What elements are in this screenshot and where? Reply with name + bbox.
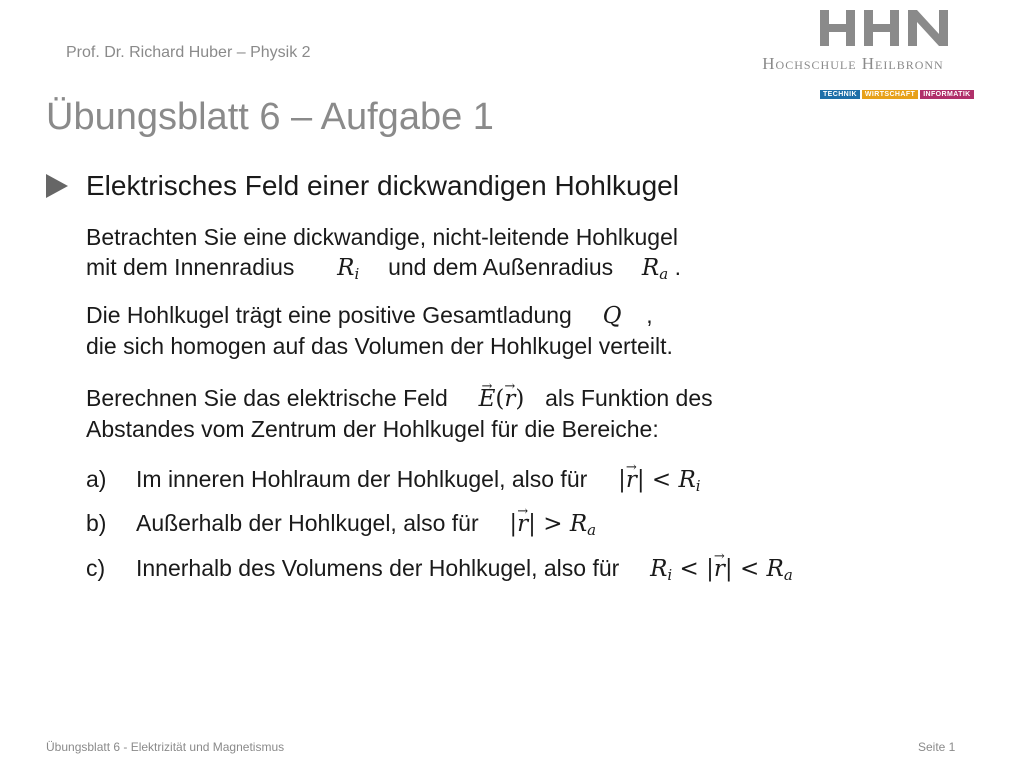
logo-tags — [820, 90, 974, 99]
setup-line-2: mit dem Innenradius $R_i$ und dem Außenradius $R_a$ . — [86, 254, 681, 283]
math-E-of-r: → E(→ r) — [479, 386, 525, 412]
item-label: b) — [86, 510, 107, 536]
paragraph-charge — [86, 300, 673, 361]
math-Ri: $R_i$ — [337, 255, 360, 283]
item-text: Im inneren Hohlraum der Hohlkugel, also für — [136, 466, 588, 492]
task-line-1: Berechnen Sie das elektrische Feld → E(→ r) als Funktion des — [86, 383, 713, 414]
math-Q: Q — [602, 303, 622, 329]
charge-line-2: die sich homogen auf das Volumen der Hohlkugel verteilt. — [86, 333, 673, 359]
bullet-heading — [46, 170, 679, 202]
list-item-a — [86, 464, 701, 501]
school-name: Hochschule Heilbronn — [762, 54, 944, 73]
math-condition-b: |→ $r| > R_a$ — [509, 511, 596, 537]
slide-title: Übungsblatt 6 – Aufgabe 1 — [46, 96, 494, 138]
header-author: Prof. Dr. Richard Huber – Physik 2 — [66, 44, 311, 61]
math-Ra: $R_a$ — [641, 255, 669, 283]
item-text: Innerhalb des Volumens der Hohlkugel, also für — [136, 555, 620, 581]
setup-line-1: Betrachten Sie eine dickwandige, nicht-leitende Hohlkugel — [86, 224, 678, 250]
tag-wirtschaft: WIRTSCHAFT — [862, 90, 918, 99]
paragraph-task — [86, 383, 713, 444]
heading-text: Elektrisches Feld einer dickwandigen Hohlkugel — [86, 170, 679, 201]
footer-page-number: Seite 1 — [918, 740, 956, 754]
tag-technik: TECHNIK — [820, 90, 860, 99]
list-item-b — [86, 508, 596, 545]
hhn-logo — [750, 10, 971, 98]
math-condition-a: |→ $r| < R_i$ — [618, 467, 701, 493]
hhn-logo-icon — [820, 10, 950, 46]
item-label: c) — [86, 555, 106, 581]
list-item-c — [86, 553, 793, 590]
item-text: Außerhalb der Hohlkugel, also für — [136, 510, 479, 536]
text-innenradius: mit dem Innenradius — [86, 254, 295, 280]
paragraph-setup — [86, 222, 681, 289]
math-condition-c: $R_i$ < |→ $r| < R_a$ — [650, 556, 793, 582]
charge-line-1: Die Hohlkugel trägt eine positive Gesamtladung Q , — [86, 302, 653, 329]
triangle-bullet-icon — [46, 174, 68, 198]
tag-informatik: INFORMATIK — [920, 90, 973, 99]
footer-course: Übungsblatt 6 - Elektrizität und Magnetismus — [46, 740, 285, 754]
task-line-2: Abstandes vom Zentrum der Hohlkugel für die Bereiche: — [86, 416, 659, 442]
text-aussenradius: und dem Außenradius — [388, 254, 614, 280]
item-label: a) — [86, 466, 107, 492]
